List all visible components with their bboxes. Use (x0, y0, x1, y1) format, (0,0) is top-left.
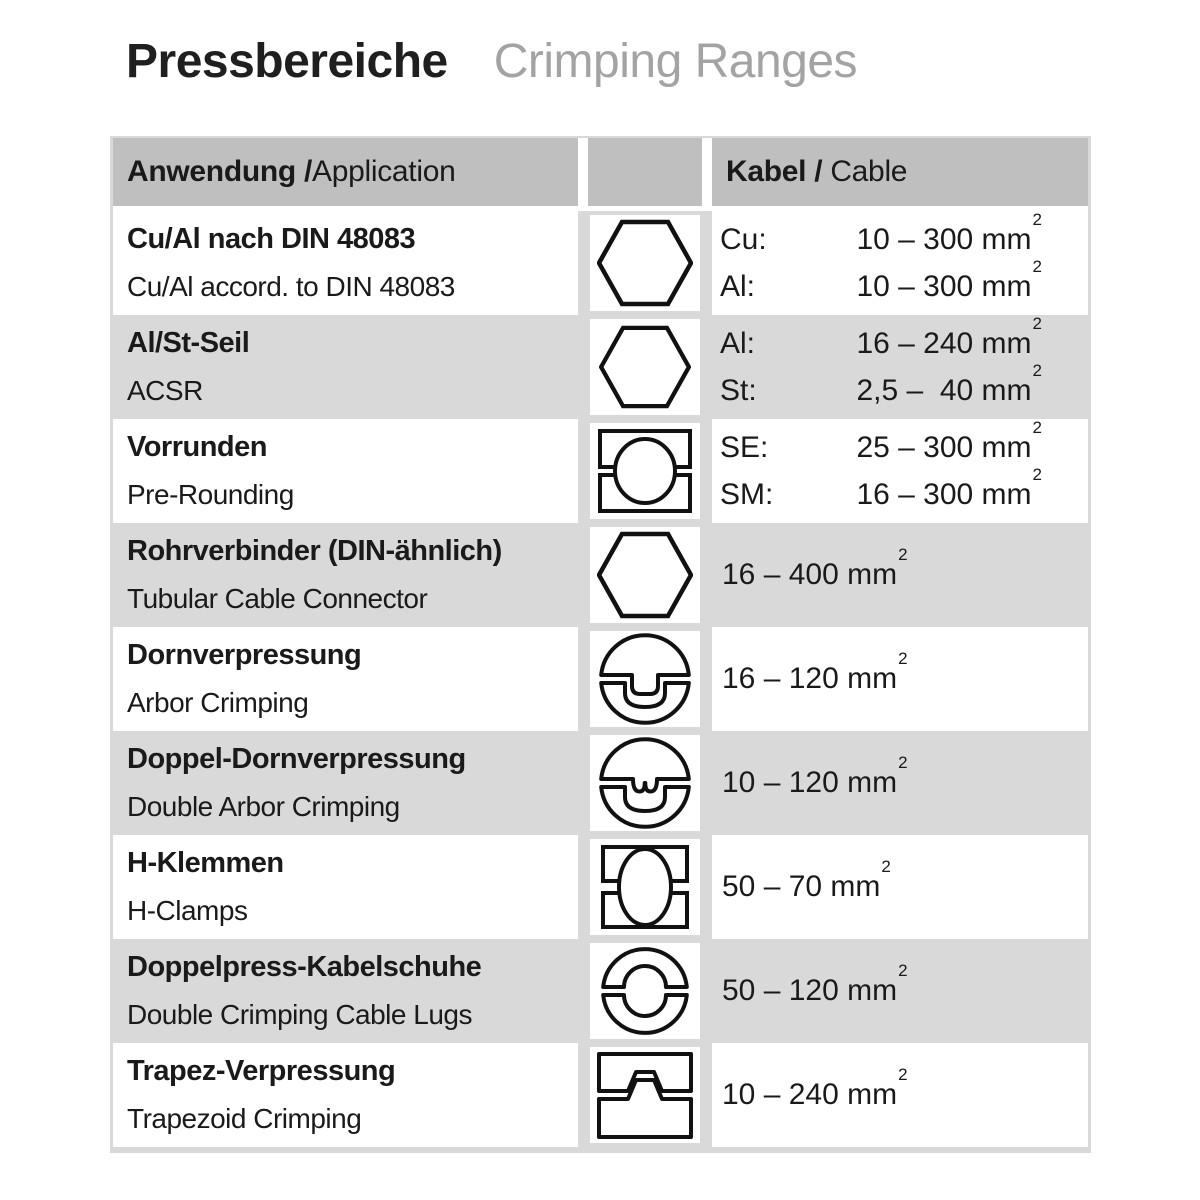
column-gap (578, 835, 588, 939)
cable-range (720, 210, 1042, 263)
header-cable-de: Kabel / (726, 155, 831, 188)
cable-range-value: 16 – 120 $mm^2$ (722, 649, 908, 695)
cable-cell (712, 1043, 1088, 1147)
column-gap (578, 1043, 588, 1147)
application-cell (113, 523, 578, 627)
die-cell (588, 1043, 702, 1147)
cable-material-label: Cu: (720, 223, 767, 256)
cable-cell (712, 731, 1088, 835)
die-cell (588, 315, 702, 419)
trapezoid-die-icon (590, 1047, 700, 1143)
table-row (113, 315, 1088, 419)
table-row (113, 835, 1088, 939)
cable-cell (712, 419, 1088, 523)
row-title-en: ACSR (127, 375, 203, 406)
cable-material-label: Al: (720, 270, 756, 303)
column-gap (702, 939, 712, 1043)
row-title-de: Doppel-Dornverpressung (127, 743, 466, 775)
row-title-en: Tubular Cable Connector (127, 583, 428, 614)
application-cell (113, 627, 578, 731)
table-row (113, 627, 1088, 731)
cable-range (720, 314, 1042, 367)
header-cable-en: Cable (830, 155, 908, 188)
application-cell (113, 1043, 578, 1147)
die-cell (588, 731, 702, 835)
column-gap (702, 835, 712, 939)
cable-range-value: 50 – 120 $mm^2$ (722, 961, 908, 1007)
cable-range-value: 16 – 240 $mm^2$ (856, 314, 1042, 360)
cable-cell (712, 315, 1088, 419)
column-gap (702, 1043, 712, 1147)
header-application-de: Anwendung / (127, 155, 313, 188)
die-cell (588, 939, 702, 1043)
table-row (113, 523, 1088, 627)
cable-type-label: SE: (720, 431, 769, 464)
application-cell (113, 835, 578, 939)
die-cell (588, 211, 702, 315)
column-gap (702, 211, 712, 315)
hexagon-die-icon (590, 319, 700, 415)
row-title-de: Rohrverbinder (DIN-ähnlich) (127, 535, 502, 567)
cable-range (720, 257, 1042, 310)
header-application (113, 138, 578, 206)
application-cell (113, 211, 578, 315)
die-cell (588, 835, 702, 939)
page-title (126, 34, 857, 89)
column-gap (578, 939, 588, 1043)
column-gap (578, 523, 588, 627)
row-title-de: Doppelpress-Kabelschuhe (127, 951, 482, 983)
application-cell (113, 731, 578, 835)
hexagon-die-icon (590, 215, 700, 311)
pre-rounding-die-icon (590, 423, 700, 519)
die-cell (588, 419, 702, 523)
die-cell (588, 627, 702, 731)
arbor-die-icon (590, 631, 700, 727)
row-title-de: Trapez-Verpressung (127, 1055, 396, 1087)
row-title-en: Double Arbor Crimping (127, 791, 400, 822)
column-gap (702, 419, 712, 523)
row-title-de: Vorrunden (127, 431, 267, 463)
cable-range (720, 361, 1042, 414)
row-title-en: Cu/Al accord. to DIN 48083 (127, 271, 455, 302)
header-application-en: Application (312, 155, 456, 188)
double-crimp-die-icon (590, 943, 700, 1039)
row-title-de: Cu/Al nach DIN 48083 (127, 223, 416, 255)
column-gap (578, 419, 588, 523)
table-header-row (113, 138, 1088, 211)
cable-range-value: 10 – 300 $mm^2$ (856, 257, 1042, 303)
table-row (113, 211, 1088, 315)
cable-range-value: 50 – 70 $mm^2$ (722, 857, 891, 903)
cable-cell (712, 835, 1088, 939)
cable-cell (712, 627, 1088, 731)
row-title-de: H-Klemmen (127, 847, 284, 879)
application-cell (113, 315, 578, 419)
die-cell (588, 523, 702, 627)
row-title-de: Al/St-Seil (127, 327, 250, 359)
cable-range (720, 418, 1042, 471)
h-clamp-die-icon (590, 839, 700, 935)
row-title-en: Trapezoid Crimping (127, 1103, 362, 1134)
cable-cell (712, 939, 1088, 1043)
cable-range-value: 10 – 300 $mm^2$ (856, 210, 1042, 256)
page-title-de: Pressbereiche (126, 35, 448, 88)
cable-range-value: 16 – 400 $mm^2$ (722, 545, 908, 591)
table-row (113, 939, 1088, 1043)
row-title-en: H-Clamps (127, 895, 248, 926)
column-gap (578, 211, 588, 315)
cable-cell (712, 523, 1088, 627)
cable-range-value: 16 – 300 $mm^2$ (856, 465, 1042, 511)
page-title-en: Crimping Ranges (493, 35, 858, 88)
cable-material-label: St: (720, 374, 757, 407)
application-cell (113, 939, 578, 1043)
table-row (113, 1043, 1088, 1147)
cable-range-value: 2,5 – 40 $mm^2$ (856, 361, 1042, 407)
cable-range-value: 10 – 120 $mm^2$ (722, 753, 908, 799)
cable-material-label: Al: (720, 327, 756, 360)
column-gap (578, 627, 588, 731)
column-gap (578, 315, 588, 419)
row-title-en: Double Crimping Cable Lugs (127, 999, 472, 1030)
column-gap (702, 138, 712, 206)
column-gap (702, 523, 712, 627)
column-gap (578, 138, 588, 206)
row-title-en: Pre-Rounding (127, 479, 294, 510)
cable-cell (712, 211, 1088, 315)
column-gap (702, 731, 712, 835)
header-die-shape (588, 138, 702, 206)
column-gap (702, 627, 712, 731)
cable-range-value: 10 – 240 $mm^2$ (722, 1065, 908, 1111)
cable-range (720, 465, 1042, 518)
table-row (113, 419, 1088, 523)
column-gap (578, 731, 588, 835)
table-row (113, 731, 1088, 835)
crimping-ranges-table (110, 136, 1091, 1153)
cable-type-label: SM: (720, 478, 774, 511)
double-arbor-die-icon (590, 735, 700, 831)
row-title-en: Arbor Crimping (127, 687, 309, 718)
header-cable (712, 138, 1088, 206)
column-gap (702, 315, 712, 419)
row-title-de: Dornverpressung (127, 639, 362, 671)
cable-range-value: 25 – 300 $mm^2$ (856, 418, 1042, 464)
application-cell (113, 419, 578, 523)
hexagon-die-icon (590, 527, 700, 623)
